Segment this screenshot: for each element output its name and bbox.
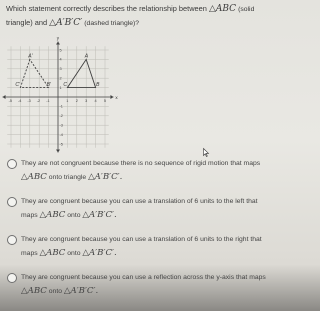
- y-tick-label: -5: [59, 142, 63, 147]
- option-1-text: They are not congruent because there is no sequence of rigid motion that maps: [21, 160, 261, 167]
- option-3-triangle-abc: △ABC: [39, 247, 66, 258]
- label-b: B: [96, 82, 100, 89]
- option-3[interactable]: [4, 233, 290, 267]
- option-4-text: They are congruent because you can use a reflection across the y-axis that maps: [21, 274, 266, 281]
- question-text: [6, 2, 290, 30]
- x-tick-label: -2: [36, 99, 41, 103]
- x-axis-arrow-icon: [110, 95, 113, 99]
- x-tick-label: -5: [8, 99, 12, 103]
- label-b-prime: B′: [46, 82, 51, 89]
- option-2-triangle-abc: △ABC: [39, 209, 66, 220]
- y-tick-label: 3: [59, 67, 62, 72]
- x-tick-label: 2: [75, 99, 78, 103]
- x-tick-label: -1: [46, 99, 50, 103]
- x-tick-label: 3: [85, 99, 88, 103]
- x-tick-label: -4: [18, 99, 22, 103]
- triangle-abc-prime-symbol: △A′B′C′: [49, 18, 83, 28]
- option-3-radio[interactable]: [7, 235, 17, 245]
- dashed-label: (dashed triangle)?: [84, 20, 140, 27]
- option-2-text: They are congruent because you can use a translation of 6 units to the left that: [21, 198, 258, 205]
- option-1[interactable]: [4, 157, 290, 191]
- option-3-mid: onto: [67, 249, 81, 257]
- y-tick-label: 2: [59, 76, 62, 81]
- y-axis-arrow-icon: [56, 42, 60, 45]
- option-1-triangle-abc-prime: △A′B′C′.: [88, 171, 123, 182]
- label-a-prime: A′: [28, 53, 33, 60]
- triangle-a-prime-b-prime-c-prime: [20, 59, 48, 87]
- y-axis-arrow-down-icon: [56, 149, 60, 152]
- option-1-mid: onto triangle: [48, 173, 87, 181]
- triangle-abc-symbol: △ABC: [208, 4, 237, 14]
- y-axis-label: y: [56, 35, 60, 41]
- option-2-radio[interactable]: [7, 197, 17, 207]
- y-tick-label: -1: [59, 104, 63, 109]
- option-4-radio[interactable]: [7, 273, 17, 283]
- x-axis-label: x: [115, 95, 118, 100]
- coordinate-graph: [6, 35, 126, 155]
- option-1-radio[interactable]: [7, 159, 17, 169]
- option-4[interactable]: [4, 271, 290, 305]
- option-2[interactable]: [4, 195, 290, 229]
- x-axis-arrow-left-icon: [3, 95, 6, 99]
- y-tick-label: -3: [59, 123, 63, 128]
- label-c-prime: C′: [15, 82, 20, 89]
- x-tick-label: 1: [66, 99, 69, 103]
- option-3-lead: maps: [21, 249, 38, 257]
- option-4-mid: onto: [48, 287, 62, 295]
- y-tick-label: -4: [59, 132, 63, 137]
- question-line-2: triangle) and: [6, 18, 48, 27]
- label-c: C: [63, 82, 68, 89]
- option-4-triangle-abc: △ABC: [21, 285, 47, 296]
- y-tick-label: 4: [59, 57, 62, 62]
- x-tick-label: 4: [94, 99, 97, 103]
- question-line-1: Which statement correctly describes the relationship between: [6, 4, 207, 13]
- solid-label: (solid: [238, 6, 255, 13]
- option-2-mid: onto: [67, 211, 81, 219]
- option-1-triangle-abc: △ABC: [21, 171, 47, 182]
- option-2-lead: maps: [21, 211, 38, 219]
- option-4-triangle-abc-prime: △A′B′C′.: [63, 285, 99, 296]
- x-tick-label: -3: [27, 99, 31, 103]
- coordinate-plane: [6, 35, 126, 155]
- y-tick-label: 1: [59, 85, 62, 90]
- option-2-triangle-abc-prime: △A′B′C′.: [82, 209, 117, 220]
- label-a: A: [84, 53, 89, 60]
- triangle-abc: [67, 59, 95, 87]
- x-tick-label: 5: [103, 99, 107, 103]
- y-tick-label: 5: [59, 48, 62, 53]
- y-tick-label: -2: [59, 114, 63, 119]
- option-3-text: They are congruent because you can use a translation of 6 units to the right that: [21, 236, 262, 243]
- option-3-triangle-abc-prime: △A′B′C′.: [82, 247, 117, 258]
